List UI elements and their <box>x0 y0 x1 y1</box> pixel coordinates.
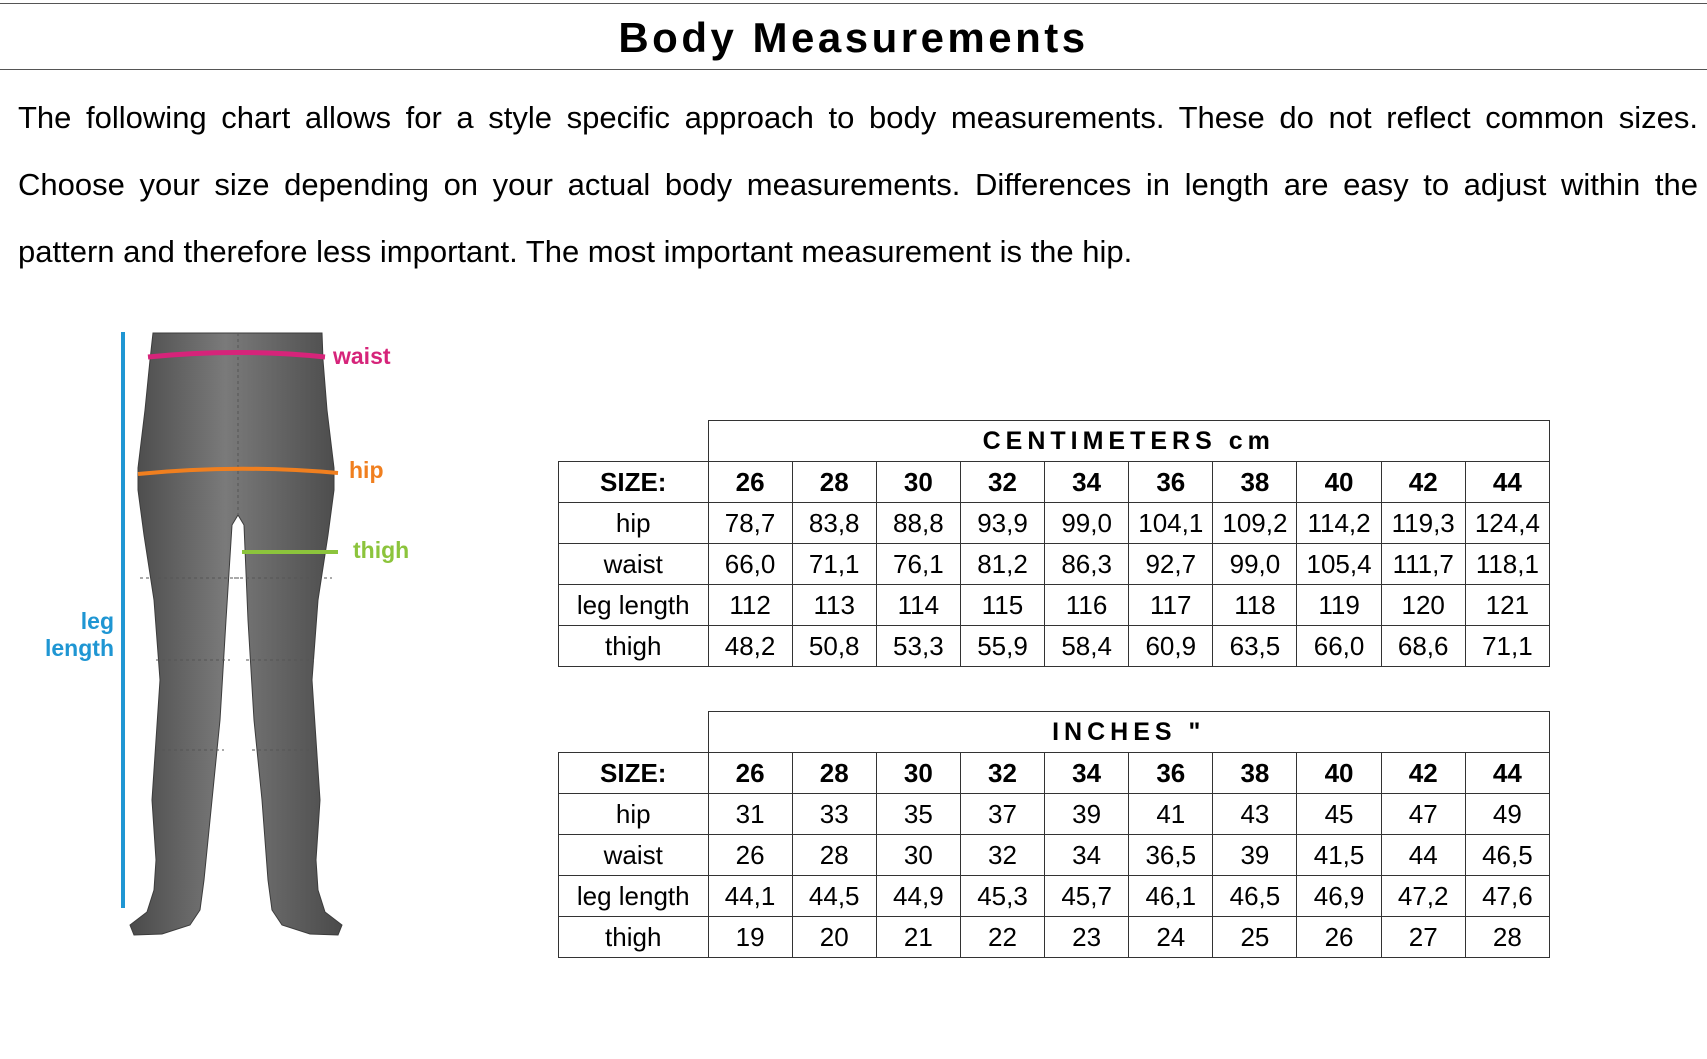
table-cell: 66,0 <box>1297 626 1381 667</box>
table-row-leg-length <box>559 585 1550 626</box>
table-row-waist <box>559 835 1550 876</box>
table-cell: 53,3 <box>876 626 960 667</box>
table-cell: 36,5 <box>1129 835 1213 876</box>
table-cell: 48,2 <box>708 626 792 667</box>
size-cell: 40 <box>1297 753 1381 794</box>
leg-length-label-line1: leg <box>80 608 114 634</box>
table-cell: 60,9 <box>1129 626 1213 667</box>
table-cell: 50,8 <box>792 626 876 667</box>
table-cell: 114,2 <box>1297 503 1381 544</box>
size-cell: 38 <box>1213 462 1297 503</box>
table-cell: 28 <box>792 835 876 876</box>
table-cell: 44,1 <box>708 876 792 917</box>
row-label: leg length <box>559 876 709 917</box>
table-cell: 114 <box>876 585 960 626</box>
table-cell: 20 <box>792 917 876 958</box>
centimeters-table <box>558 420 1550 667</box>
table-cell: 47,6 <box>1465 876 1549 917</box>
table-cell: 63,5 <box>1213 626 1297 667</box>
table-cell: 25 <box>1213 917 1297 958</box>
table-cell: 86,3 <box>1045 544 1129 585</box>
table-row-leg-length <box>559 876 1550 917</box>
table-cell: 112 <box>708 585 792 626</box>
top-divider <box>0 3 1707 4</box>
size-cell: 34 <box>1045 462 1129 503</box>
table-cell: 83,8 <box>792 503 876 544</box>
table-cell: 28 <box>1465 917 1549 958</box>
table-cell: 105,4 <box>1297 544 1381 585</box>
table-cell: 109,2 <box>1213 503 1297 544</box>
row-label: hip <box>559 794 709 835</box>
table-cell: 37 <box>960 794 1044 835</box>
size-cell: 34 <box>1045 753 1129 794</box>
table-cell: 41,5 <box>1297 835 1381 876</box>
table-cell: 115 <box>960 585 1044 626</box>
inches-table <box>558 711 1550 958</box>
size-cell: 32 <box>960 753 1044 794</box>
table-cell: 71,1 <box>1465 626 1549 667</box>
unit-header: INCHES " <box>708 712 1550 753</box>
table-cell: 111,7 <box>1381 544 1465 585</box>
table-cell: 23 <box>1045 917 1129 958</box>
table-cell: 43 <box>1213 794 1297 835</box>
size-cell: 28 <box>792 753 876 794</box>
table-cell: 19 <box>708 917 792 958</box>
table-row-hip <box>559 794 1550 835</box>
body-figure <box>0 320 450 1020</box>
table-cell: 92,7 <box>1129 544 1213 585</box>
row-label: hip <box>559 503 709 544</box>
leg-length-label-line2: length <box>45 635 114 661</box>
table-cell: 71,1 <box>792 544 876 585</box>
table-cell: 27 <box>1381 917 1465 958</box>
waist-label: waist <box>333 343 391 369</box>
table-cell: 99,0 <box>1045 503 1129 544</box>
size-cell: 42 <box>1381 462 1465 503</box>
intro-paragraph: The following chart allows for a style specific approach to body measurements. These do not reflect common sizes. Choose your size depending on your actual body measurements. Differences in length are easy to adjust within the pattern and therefore less important. The most important measurement is the hip. <box>18 100 1698 269</box>
size-cell: 26 <box>708 462 792 503</box>
size-cell: 38 <box>1213 753 1297 794</box>
size-cell: 44 <box>1465 753 1549 794</box>
size-cell: 30 <box>876 462 960 503</box>
table-cell: 45,3 <box>960 876 1044 917</box>
legs-illustration <box>0 320 450 1020</box>
size-cell: 44 <box>1465 462 1549 503</box>
table-row-hip <box>559 503 1550 544</box>
table-cell: 41 <box>1129 794 1213 835</box>
size-cell: 42 <box>1381 753 1465 794</box>
row-label: waist <box>559 835 709 876</box>
table-cell: 21 <box>876 917 960 958</box>
row-label: thigh <box>559 917 709 958</box>
size-row <box>559 462 1550 503</box>
table-cell: 121 <box>1465 585 1549 626</box>
table-cell: 49 <box>1465 794 1549 835</box>
unit-row <box>559 712 1550 753</box>
row-label: thigh <box>559 626 709 667</box>
table-cell: 47 <box>1381 794 1465 835</box>
title-divider <box>0 69 1707 70</box>
table-cell: 33 <box>792 794 876 835</box>
table-cell: 124,4 <box>1465 503 1549 544</box>
table-cell: 44 <box>1381 835 1465 876</box>
inches-table-wrap <box>558 711 1550 958</box>
table-cell: 118 <box>1213 585 1297 626</box>
table-cell: 46,9 <box>1297 876 1381 917</box>
unit-header: CENTIMETERS cm <box>708 421 1550 462</box>
table-cell: 26 <box>708 835 792 876</box>
hip-label: hip <box>349 457 384 483</box>
size-cell: 30 <box>876 753 960 794</box>
unit-row <box>559 421 1550 462</box>
size-cell: 32 <box>960 462 1044 503</box>
size-row <box>559 753 1550 794</box>
table-row-waist <box>559 544 1550 585</box>
size-label: SIZE: <box>559 462 709 503</box>
table-cell: 99,0 <box>1213 544 1297 585</box>
table-cell: 117 <box>1129 585 1213 626</box>
table-cell: 68,6 <box>1381 626 1465 667</box>
table-cell: 46,1 <box>1129 876 1213 917</box>
table-cell: 55,9 <box>960 626 1044 667</box>
table-cell: 119,3 <box>1381 503 1465 544</box>
size-label: SIZE: <box>559 753 709 794</box>
table-cell: 76,1 <box>876 544 960 585</box>
row-label: waist <box>559 544 709 585</box>
table-cell: 30 <box>876 835 960 876</box>
page-title: Body Measurements <box>618 14 1089 61</box>
table-cell: 113 <box>792 585 876 626</box>
table-cell: 88,8 <box>876 503 960 544</box>
thigh-label: thigh <box>353 537 410 563</box>
table-cell: 44,5 <box>792 876 876 917</box>
table-cell: 32 <box>960 835 1044 876</box>
size-cell: 28 <box>792 462 876 503</box>
table-cell: 120 <box>1381 585 1465 626</box>
size-cell: 36 <box>1129 462 1213 503</box>
table-cell: 46,5 <box>1465 835 1549 876</box>
table-cell: 39 <box>1045 794 1129 835</box>
row-label: leg length <box>559 585 709 626</box>
table-row-thigh <box>559 626 1550 667</box>
table-cell: 45 <box>1297 794 1381 835</box>
table-cell: 39 <box>1213 835 1297 876</box>
table-cell: 66,0 <box>708 544 792 585</box>
table-cell: 104,1 <box>1129 503 1213 544</box>
size-cell: 36 <box>1129 753 1213 794</box>
table-cell: 118,1 <box>1465 544 1549 585</box>
table-cell: 34 <box>1045 835 1129 876</box>
table-cell: 26 <box>1297 917 1381 958</box>
table-cell: 119 <box>1297 585 1381 626</box>
body-shape <box>130 333 342 935</box>
centimeters-table-wrap <box>558 420 1550 667</box>
table-cell: 78,7 <box>708 503 792 544</box>
table-row-thigh <box>559 917 1550 958</box>
table-cell: 47,2 <box>1381 876 1465 917</box>
table-cell: 46,5 <box>1213 876 1297 917</box>
table-cell: 45,7 <box>1045 876 1129 917</box>
table-cell: 22 <box>960 917 1044 958</box>
table-cell: 24 <box>1129 917 1213 958</box>
table-cell: 116 <box>1045 585 1129 626</box>
size-cell: 26 <box>708 753 792 794</box>
table-cell: 81,2 <box>960 544 1044 585</box>
table-cell: 35 <box>876 794 960 835</box>
table-cell: 44,9 <box>876 876 960 917</box>
table-cell: 31 <box>708 794 792 835</box>
size-cell: 40 <box>1297 462 1381 503</box>
table-cell: 93,9 <box>960 503 1044 544</box>
table-cell: 58,4 <box>1045 626 1129 667</box>
